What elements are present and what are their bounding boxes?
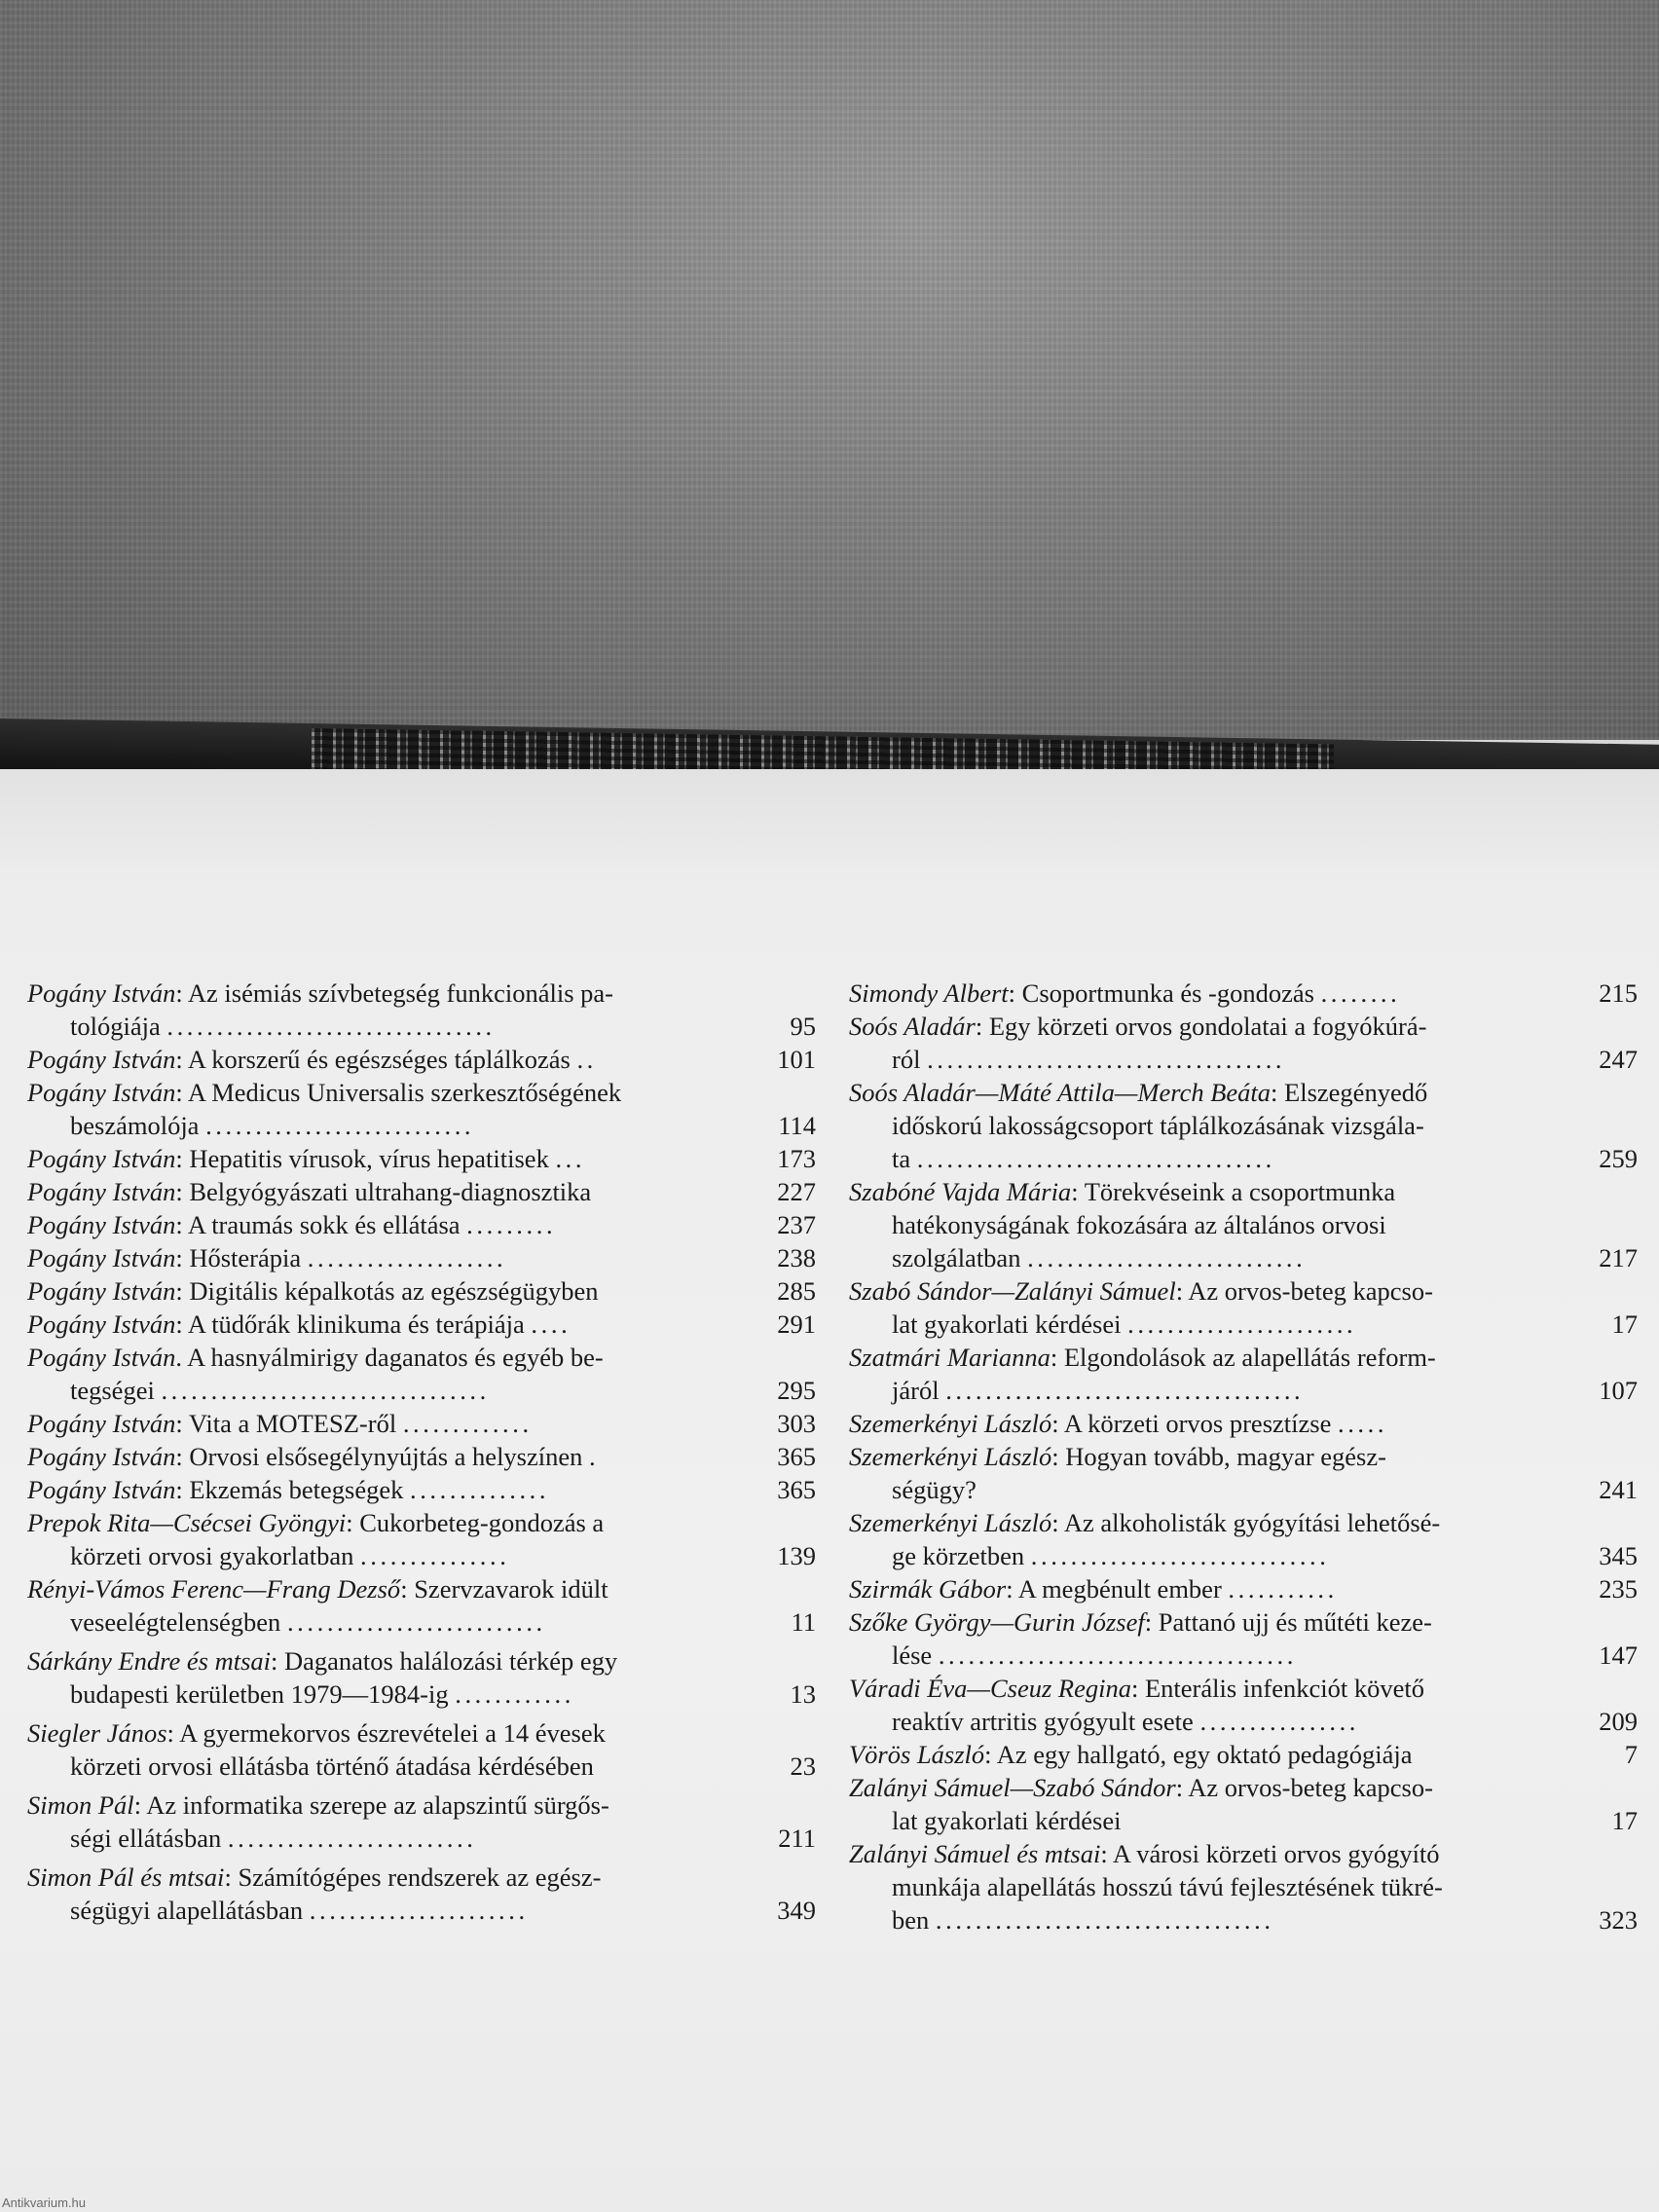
entry-text	[27, 1506, 723, 1572]
entry-title: A korszerű és egészséges táplálkozás	[187, 1045, 571, 1074]
leader-dots: ....................................	[927, 1045, 1286, 1074]
entry-author: Pogány István	[27, 1210, 176, 1239]
page-number: 215	[1599, 978, 1638, 1008]
entry-title: Ekzemás betegségek	[189, 1475, 404, 1504]
entry-title: Daganatos halálozási térkép egy	[284, 1646, 618, 1676]
page-number: 259	[1599, 1144, 1638, 1173]
entry-title-continuation: hatékonyságának fokozására az általános orvosi	[892, 1210, 1386, 1239]
entry-title-continuation: ge körzetben	[892, 1541, 1025, 1570]
page-number: 345	[1599, 1541, 1638, 1570]
entry-title-continuation: budapesti kerületben 1979—1984-ig	[70, 1679, 449, 1709]
entry-separator: :	[1051, 1442, 1059, 1471]
entry-separator: :	[271, 1646, 278, 1676]
entry-text	[849, 1572, 1545, 1605]
entry-separator: .	[175, 1343, 182, 1372]
entry-author: Soós Aladár	[849, 1012, 976, 1041]
index-entry	[849, 1274, 1638, 1341]
leader-dots: ....	[531, 1309, 571, 1339]
page-number: 217	[1599, 1243, 1638, 1272]
page-number: 238	[777, 1243, 816, 1272]
index-entry	[27, 1208, 816, 1241]
leader-dots: ..............................	[1030, 1541, 1330, 1570]
entry-text	[27, 1241, 723, 1274]
entry-author: Simon Pál	[27, 1790, 134, 1820]
entry-author: Simondy Albert	[849, 978, 1009, 1008]
entry-title: Az orvos-beteg kapcso-	[1188, 1276, 1433, 1306]
entry-title: A megbénult ember	[1017, 1574, 1222, 1604]
entry-author: Vörös László	[849, 1740, 985, 1769]
entry-title: Elgondolások az alapellátás reform-	[1063, 1343, 1436, 1372]
entry-text	[849, 1407, 1545, 1440]
leader-dots: ........	[1320, 978, 1401, 1008]
entry-text	[849, 1738, 1545, 1771]
entry-text	[849, 1506, 1545, 1572]
watermark: Antikvarium.hu	[2, 2195, 86, 2210]
page-number: 303	[777, 1409, 816, 1438]
entry-title: A körzeti orvos presztízse	[1063, 1409, 1332, 1438]
page-number: 241	[1599, 1475, 1638, 1504]
entry-title: Csoportmunka és -gondozás	[1021, 978, 1314, 1008]
entry-separator: :	[175, 1144, 183, 1173]
index-entry	[27, 1506, 816, 1572]
index-entry	[849, 1010, 1638, 1076]
entry-author: Pogány István	[27, 1309, 176, 1339]
entry-text	[849, 1440, 1545, 1506]
leader-dots: ......................	[309, 1896, 529, 1925]
leader-dots: ..................................	[935, 1905, 1274, 1935]
entry-text	[27, 1043, 723, 1076]
entry-title: A tüdőrák klinikuma és terápiája	[187, 1309, 525, 1339]
entry-separator: :	[1100, 1839, 1108, 1868]
entry-title: A hasnyálmirigy daganatos és egyéb be-	[187, 1343, 604, 1372]
entry-separator: :	[346, 1508, 353, 1537]
entry-author: Rényi-Vámos Ferenc—Frang Dezső	[27, 1574, 401, 1604]
entry-title: Az informatika szerepe az alapszintű sürgős-	[146, 1790, 609, 1820]
entry-title-continuation: ségi ellátásban	[70, 1824, 222, 1853]
entry-separator: :	[175, 1210, 183, 1239]
leader-dots: ..........................	[286, 1607, 546, 1637]
index-entry	[27, 1473, 816, 1506]
entry-author: Szőke György—Gurin József	[849, 1607, 1145, 1637]
page-number: 139	[777, 1541, 816, 1570]
entry-author: Pogány István	[27, 1243, 176, 1272]
leader-dots: ...........................	[205, 1111, 475, 1140]
leader-dots: .......................	[1127, 1309, 1357, 1339]
page-number: 17	[1611, 1309, 1638, 1339]
entry-author: Simon Pál és mtsai	[27, 1862, 225, 1892]
index-entry	[849, 1771, 1638, 1837]
page-number: 11	[791, 1607, 816, 1637]
entry-title: Enterális infenkciót követő	[1145, 1674, 1424, 1703]
entry-author: Pogány István	[27, 1177, 176, 1206]
entry-title-continuation: lat gyakorlati kérdései	[892, 1309, 1122, 1339]
entry-separator: :	[166, 1718, 174, 1748]
entry-title: Orvosi elsősegélynyújtás a helyszínen	[189, 1442, 583, 1471]
entry-title: Az isémiás szívbetegség funkcionális pa-	[187, 978, 614, 1008]
index-entry	[27, 1716, 816, 1783]
index-entry	[27, 1308, 816, 1341]
entry-separator: :	[175, 1045, 183, 1074]
index-entry	[27, 977, 816, 1043]
entry-text	[27, 1341, 723, 1407]
entry-title: A traumás sokk és ellátása	[187, 1210, 461, 1239]
entry-separator: :	[175, 1177, 183, 1206]
index-column-left	[27, 977, 816, 1927]
entry-text	[849, 1010, 1545, 1076]
entry-title-continuation: járól	[892, 1376, 940, 1405]
entry-title: A gyermekorvos észrevételei a 14 évesek	[179, 1718, 606, 1748]
entry-separator: :	[175, 1276, 183, 1306]
entry-title: Cukorbeteg-gondozás a	[359, 1508, 605, 1537]
entry-title: Elszegényedő	[1284, 1078, 1428, 1107]
index-entry	[27, 1341, 816, 1407]
entry-separator: :	[1071, 1177, 1079, 1206]
index-entry	[849, 1572, 1638, 1605]
entry-title-continuation: lése	[892, 1641, 933, 1670]
entry-author: Zalányi Sámuel—Szabó Sándor	[849, 1773, 1176, 1802]
page-number: 101	[777, 1045, 816, 1074]
entry-title-continuation: szolgálatban	[892, 1243, 1021, 1272]
leader-dots: ...........	[1228, 1574, 1338, 1604]
index-entry	[849, 1076, 1638, 1175]
page-number: 349	[777, 1896, 816, 1925]
index-entry	[27, 1861, 816, 1927]
entry-author: Szemerkényi László	[849, 1409, 1052, 1438]
page-number: 23	[790, 1751, 816, 1781]
entry-title: A Medicus Universalis szerkesztőségének	[187, 1078, 622, 1107]
entry-title-continuation: reaktív artritis gyógyult esete	[892, 1707, 1194, 1736]
index-entry	[849, 1175, 1638, 1274]
index-entry	[849, 1506, 1638, 1572]
page-number: 95	[790, 1012, 816, 1041]
entry-title-continuation: lat gyakorlati kérdései	[892, 1806, 1122, 1835]
entry-title: Az alkoholisták gyógyítási lehetősé-	[1063, 1508, 1441, 1537]
leader-dots: .................................	[161, 1376, 490, 1405]
leader-dots: ............	[455, 1679, 574, 1709]
entry-text	[27, 1274, 723, 1308]
entry-author: Váradi Éva—Cseuz Regina	[849, 1674, 1131, 1703]
page-number: 107	[1599, 1376, 1638, 1405]
entry-text	[849, 1605, 1545, 1672]
leader-dots: .................................	[166, 1012, 496, 1041]
entry-title-continuation: ben	[892, 1905, 930, 1935]
entry-title: Pattanó ujj és műtéti keze-	[1158, 1607, 1432, 1637]
index-entry	[27, 1043, 816, 1076]
entry-author: Szabóné Vajda Mária	[849, 1177, 1072, 1206]
page-number: 211	[778, 1824, 816, 1853]
entry-text	[849, 1076, 1545, 1175]
page-number: 17	[1611, 1806, 1638, 1835]
entry-author: Soós Aladár—Máté Attila—Merch Beáta	[849, 1078, 1272, 1107]
page-number: 285	[777, 1276, 816, 1306]
entry-author: Pogány István	[27, 1045, 176, 1074]
entry-title: Hogyan tovább, magyar egész-	[1065, 1442, 1386, 1471]
entry-text	[849, 1672, 1545, 1738]
entry-author: Pogány István	[27, 1276, 176, 1306]
entry-text	[849, 1771, 1545, 1837]
entry-text	[27, 977, 723, 1043]
entry-text	[27, 1142, 723, 1175]
entry-title-continuation: időskorú lakosságcsoport táplálkozásának vizsgála-	[892, 1111, 1424, 1140]
index-entry	[27, 1076, 816, 1142]
leader-dots: ..	[576, 1045, 597, 1074]
page-number: 295	[777, 1376, 816, 1405]
leader-dots: ....................................	[945, 1376, 1305, 1405]
leader-dots: ...	[555, 1144, 586, 1173]
leader-dots: .........	[466, 1210, 557, 1239]
index-entry	[849, 1605, 1638, 1672]
entry-text	[27, 1716, 723, 1783]
entry-author: Szemerkényi László	[849, 1442, 1052, 1471]
entry-separator: :	[175, 1243, 183, 1272]
index-entry	[849, 1837, 1638, 1936]
index-entry	[27, 1644, 816, 1711]
entry-title-continuation: körzeti orvosi gyakorlatban	[70, 1541, 354, 1570]
entry-title: Egy körzeti orvos gondolatai a fogyókúrá-	[988, 1012, 1427, 1041]
entry-text	[27, 1788, 723, 1855]
entry-separator: :	[975, 1012, 983, 1041]
index-entry	[27, 1241, 816, 1274]
index-entry	[27, 1142, 816, 1175]
leader-dots: ....................................	[916, 1144, 1275, 1173]
entry-title-continuation: ségügyi alapellátásban	[70, 1896, 304, 1925]
entry-text	[849, 1274, 1545, 1341]
entry-title-continuation: körzeti orvosi ellátásba történő átadása kérdésében	[70, 1751, 594, 1781]
index-entry	[27, 1175, 816, 1208]
entry-author: Szemerkényi László	[849, 1508, 1052, 1537]
index-entry	[849, 1407, 1638, 1440]
entry-title-continuation: ról	[892, 1045, 921, 1074]
index-entry	[849, 977, 1638, 1010]
entry-text	[849, 977, 1545, 1010]
entry-author: Pogány István	[27, 1442, 176, 1471]
page-number: 114	[778, 1111, 816, 1140]
page-number: 365	[777, 1442, 816, 1471]
entry-title: Számítógépes rendszerek az egész-	[238, 1862, 602, 1892]
entry-separator: :	[1131, 1674, 1139, 1703]
index-entry	[849, 1738, 1638, 1771]
index-entry	[27, 1788, 816, 1855]
entry-author: Szatmári Marianna	[849, 1343, 1051, 1372]
entry-author: Pogány István	[27, 1409, 176, 1438]
entry-text	[849, 1175, 1545, 1274]
entry-text	[27, 1861, 723, 1927]
leader-dots: ................	[1199, 1707, 1360, 1736]
page-number: 13	[790, 1679, 816, 1709]
entry-text	[27, 1473, 723, 1506]
entry-separator: :	[400, 1574, 408, 1604]
entry-title-continuation: veseelégtelenségben	[70, 1607, 281, 1637]
index-entry	[27, 1407, 816, 1440]
leader-dots: ....................................	[938, 1641, 1297, 1670]
entry-text	[27, 1076, 723, 1142]
index-entry	[27, 1440, 816, 1473]
entry-title-continuation: tológiája	[70, 1012, 161, 1041]
index-entry	[849, 1341, 1638, 1407]
leader-dots: .....	[1337, 1409, 1388, 1438]
entry-author: Siegler János	[27, 1718, 167, 1748]
entry-separator: :	[1051, 1508, 1059, 1537]
page-number: 147	[1599, 1641, 1638, 1670]
entry-author: Zalányi Sámuel és mtsai	[849, 1839, 1101, 1868]
entry-separator: :	[1050, 1343, 1058, 1372]
entry-separator: :	[984, 1740, 992, 1769]
index-entry	[849, 1440, 1638, 1506]
entry-separator: :	[175, 978, 183, 1008]
entry-separator: :	[1051, 1409, 1059, 1438]
page-number: 7	[1624, 1740, 1638, 1769]
entry-author: Szabó Sándor—Zalányi Sámuel	[849, 1276, 1176, 1306]
entry-title: Az orvos-beteg kapcso-	[1188, 1773, 1433, 1802]
entry-text	[27, 1407, 723, 1440]
leader-dots: .	[589, 1442, 600, 1471]
index-entry	[27, 1572, 816, 1639]
leader-dots: ..............	[409, 1475, 550, 1504]
entry-separator: :	[1008, 978, 1016, 1008]
entry-title: Digitális képalkotás az egészségügyben	[189, 1276, 599, 1306]
entry-separator: :	[175, 1475, 183, 1504]
page-number: 323	[1599, 1905, 1638, 1935]
page-number: 209	[1599, 1707, 1638, 1736]
index-entry	[849, 1672, 1638, 1738]
entry-author: Pogány István	[27, 1078, 176, 1107]
entry-text	[27, 1440, 723, 1473]
entry-separator: :	[1175, 1773, 1184, 1802]
entry-separator: :	[1175, 1276, 1184, 1306]
entry-title: Szervzavarok idült	[414, 1574, 608, 1604]
page-number: 235	[1599, 1574, 1638, 1604]
entry-title: A városi körzeti orvos gyógyító	[1112, 1839, 1440, 1868]
entry-text	[27, 1308, 723, 1341]
entry-author: Pogány István	[27, 1144, 176, 1173]
entry-title-continuation: munkája alapellátás hosszú távú fejlesztésének tükré-	[892, 1872, 1443, 1901]
leader-dots: ....................	[307, 1243, 507, 1272]
entry-text	[849, 1837, 1545, 1936]
page-number: 291	[777, 1309, 816, 1339]
entry-separator: :	[133, 1790, 142, 1820]
page-number: 237	[777, 1210, 816, 1239]
entry-title: Belgyógyászati ultrahang-diagnosztika	[189, 1177, 592, 1206]
leader-dots: .........................	[227, 1824, 477, 1853]
cloth-cover-background	[0, 0, 1659, 740]
entry-title-continuation: ta	[892, 1144, 911, 1173]
entry-text	[27, 1208, 723, 1241]
page-number: 173	[777, 1144, 816, 1173]
entry-title-continuation: beszámolója	[70, 1111, 200, 1140]
entry-author: Szirmák Gábor	[849, 1574, 1007, 1604]
entry-title: Törekvéseink a csoportmunka	[1084, 1177, 1396, 1206]
entry-text	[27, 1175, 723, 1208]
entry-separator: :	[1006, 1574, 1014, 1604]
entry-title: Vita a MOTESZ-ről	[188, 1409, 397, 1438]
page-number: 365	[777, 1475, 816, 1504]
page-number: 227	[777, 1177, 816, 1206]
entry-separator: :	[224, 1862, 232, 1892]
entry-author: Sárkány Endre és mtsai	[27, 1646, 271, 1676]
entry-author: Pogány István	[27, 1343, 176, 1372]
entry-separator: :	[175, 1309, 183, 1339]
entry-separator: :	[1144, 1607, 1153, 1637]
entry-title-continuation: ségügy?	[892, 1475, 977, 1504]
index-column-right	[849, 977, 1638, 1936]
entry-text	[849, 1341, 1545, 1407]
entry-separator: :	[175, 1409, 183, 1438]
index-entry	[27, 1274, 816, 1308]
entry-title: Az egy hallgató, egy oktató pedagógiája	[996, 1740, 1413, 1769]
leader-dots: .............	[402, 1409, 533, 1438]
page-number: 247	[1599, 1045, 1638, 1074]
entry-separator: :	[1271, 1078, 1278, 1107]
entry-separator: :	[175, 1442, 183, 1471]
entry-title: Hepatitis vírusok, vírus hepatitisek	[189, 1144, 549, 1173]
entry-title: Hősterápia	[189, 1243, 302, 1272]
entry-title-continuation: tegségei	[70, 1376, 155, 1405]
entry-separator: :	[175, 1078, 183, 1107]
entry-author: Prepok Rita—Csécsei Gyöngyi	[27, 1508, 347, 1537]
leader-dots: ............................	[1027, 1243, 1307, 1272]
entry-text	[27, 1644, 723, 1711]
entry-text	[27, 1572, 723, 1639]
leader-dots: ...............	[360, 1541, 510, 1570]
entry-author: Pogány István	[27, 1475, 176, 1504]
entry-author: Pogány István	[27, 978, 176, 1008]
